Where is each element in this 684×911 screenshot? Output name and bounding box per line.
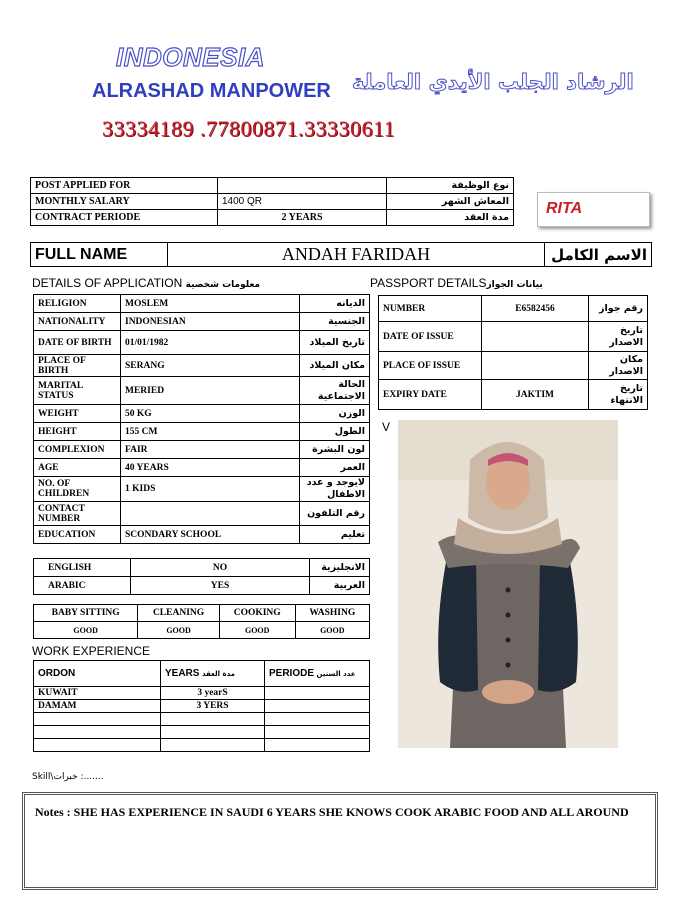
- skill-line: Skill\خبرات :.......: [32, 772, 104, 782]
- passport-label-ar: رقم جواز: [589, 296, 648, 322]
- details-label-ar: الديانه: [300, 295, 370, 313]
- details-label-ar: مكان الميلاد: [300, 355, 370, 377]
- details-row: [34, 331, 370, 355]
- details-row: [34, 423, 370, 441]
- language-label-ar: العربية: [310, 577, 370, 595]
- details-row: [34, 405, 370, 423]
- post-label: POST APPLIED FOR: [31, 178, 218, 194]
- details-label: NATIONALITY: [34, 313, 121, 331]
- details-row: [34, 295, 370, 313]
- work-years: [161, 713, 265, 726]
- work-col-place: ORDON: [34, 661, 161, 687]
- details-label: NO. OF CHILDREN: [34, 477, 121, 502]
- passport-row: [379, 352, 648, 380]
- skill-label: WASHING: [295, 605, 369, 622]
- language-row: [34, 559, 370, 577]
- skills-table: [33, 604, 370, 639]
- details-label-ar: الوزن: [300, 405, 370, 423]
- contract-label-ar: مدة العقد: [387, 210, 514, 226]
- skill-label: BABY SITTING: [34, 605, 138, 622]
- skill-label: CLEANING: [138, 605, 220, 622]
- work-place: [34, 739, 161, 752]
- details-value: 155 CM: [121, 423, 300, 441]
- work-place: DAMAM: [34, 700, 161, 713]
- details-label: HEIGHT: [34, 423, 121, 441]
- v-mark: V: [382, 420, 391, 434]
- details-value: 50 KG: [121, 405, 300, 423]
- notes-box: [22, 792, 658, 890]
- notes-text: Notes : SHE HAS EXPERIENCE IN SAUDI 6 YEARS SHE KNOWS COOK ARABIC FOOD AND ALL AROUND: [35, 805, 629, 819]
- details-label: MARITAL STATUS: [34, 377, 121, 405]
- work-title: WORK EXPERIENCE: [32, 644, 151, 658]
- work-period: [265, 739, 370, 752]
- passport-row: [379, 296, 648, 322]
- work-place: [34, 726, 161, 739]
- full-name-label-ar: الاسم الكامل: [545, 243, 652, 267]
- post-value: [218, 178, 387, 194]
- work-col-period: [265, 661, 370, 687]
- skill-value: GOOD: [34, 622, 138, 639]
- details-label-ar: الطول: [300, 423, 370, 441]
- skill-value: GOOD: [295, 622, 369, 639]
- details-value: 40 YEARS: [121, 459, 300, 477]
- work-table: [33, 660, 370, 752]
- details-label-ar: لون البشرة: [300, 441, 370, 459]
- work-place: [34, 713, 161, 726]
- work-col-years-label: YEARS: [165, 668, 200, 679]
- language-value: YES: [131, 577, 310, 595]
- work-col-years: [161, 661, 265, 687]
- details-label: PLACE OF BIRTH: [34, 355, 121, 377]
- details-label: EDUCATION: [34, 526, 121, 544]
- work-row: [34, 726, 370, 739]
- passport-label-ar: تاريخ الانتهاء: [589, 380, 648, 410]
- salary-value: 1400 QR: [218, 194, 387, 210]
- company-name-arabic: الرشاد الجلب الأيدي العاملة: [352, 70, 634, 94]
- passport-label: PLACE OF ISSUE: [379, 352, 482, 380]
- work-row: [34, 687, 370, 700]
- passport-title: [370, 276, 543, 290]
- details-value: 01/01/1982: [121, 331, 300, 355]
- details-row: [34, 313, 370, 331]
- details-label: RELIGION: [34, 295, 121, 313]
- skill-value: GOOD: [138, 622, 220, 639]
- work-period: [265, 700, 370, 713]
- passport-row: [379, 322, 648, 352]
- details-value: 1 KIDS: [121, 477, 300, 502]
- details-value: INDONESIAN: [121, 313, 300, 331]
- details-value: MOSLEM: [121, 295, 300, 313]
- passport-label-ar: مكان الاصدار: [589, 352, 648, 380]
- work-row: [34, 700, 370, 713]
- language-label: ENGLISH: [34, 559, 131, 577]
- passport-table: [378, 295, 648, 410]
- work-period: [265, 726, 370, 739]
- passport-label: DATE OF ISSUE: [379, 322, 482, 352]
- applicant-photo-illustration: [398, 420, 618, 748]
- passport-label: EXPIRY DATE: [379, 380, 482, 410]
- job-table: [30, 177, 514, 226]
- details-label-ar: لايوجد و عدد الاطفال: [300, 477, 370, 502]
- details-row: [34, 377, 370, 405]
- language-label: ARABIC: [34, 577, 131, 595]
- work-period: [265, 713, 370, 726]
- full-name-value: ANDAH FARIDAH: [168, 243, 545, 267]
- full-name-label: FULL NAME: [31, 243, 168, 267]
- work-period: [265, 687, 370, 700]
- details-label-ar: رقم التلفون: [300, 502, 370, 526]
- language-row: [34, 577, 370, 595]
- company-name: ALRASHAD MANPOWER: [92, 80, 331, 102]
- contract-label: CONTRACT PERIODE: [31, 210, 218, 226]
- details-row: [34, 355, 370, 377]
- work-years: 3 YERS: [161, 700, 265, 713]
- passport-label: NUMBER: [379, 296, 482, 322]
- details-value: SCONDARY SCHOOL: [121, 526, 300, 544]
- work-years: [161, 726, 265, 739]
- details-label: CONTACT NUMBER: [34, 502, 121, 526]
- details-label-ar: العمر: [300, 459, 370, 477]
- country-title: INDONESIA: [116, 42, 265, 72]
- applicant-photo: [398, 420, 618, 748]
- work-row: [34, 739, 370, 752]
- skill-label: COOKING: [219, 605, 295, 622]
- contract-value: 2 YEARS: [218, 210, 387, 226]
- language-value: NO: [131, 559, 310, 577]
- short-name-box: [537, 192, 650, 227]
- details-title: [32, 276, 260, 290]
- details-value: MERIED: [121, 377, 300, 405]
- details-table: [33, 294, 370, 544]
- details-row: [34, 502, 370, 526]
- work-years: 3 yearS: [161, 687, 265, 700]
- details-label-ar: الجنسية: [300, 313, 370, 331]
- language-label-ar: الانجليزية: [310, 559, 370, 577]
- details-label: AGE: [34, 459, 121, 477]
- details-row: [34, 526, 370, 544]
- work-row: [34, 713, 370, 726]
- details-label: DATE OF BIRTH: [34, 331, 121, 355]
- details-label-ar: تعليم: [300, 526, 370, 544]
- details-label: WEIGHT: [34, 405, 121, 423]
- passport-value: [482, 322, 589, 352]
- phone-numbers: 33334189 .77800871.33330611: [102, 116, 396, 141]
- passport-value: JAKTIM: [482, 380, 589, 410]
- short-name: RITA: [546, 200, 583, 217]
- passport-label-ar: تاريخ الاصدار: [589, 322, 648, 352]
- details-row: [34, 459, 370, 477]
- details-value: FAIR: [121, 441, 300, 459]
- salary-label: MONTHLY SALARY: [31, 194, 218, 210]
- passport-value: E6582456: [482, 296, 589, 322]
- languages-table: [33, 558, 370, 595]
- details-label-ar: الحالة الاجتماعية: [300, 377, 370, 405]
- work-col-years-ar: مدة العقد: [201, 670, 235, 678]
- work-col-period-label: PERIODE: [269, 668, 315, 679]
- skill-value: GOOD: [219, 622, 295, 639]
- post-label-ar: نوع الوظيفة: [387, 178, 514, 194]
- passport-title-ar: بيانات الجواز: [486, 280, 543, 290]
- details-label-ar: تاريخ الميلاد: [300, 331, 370, 355]
- details-row: [34, 477, 370, 502]
- details-value: SERANG: [121, 355, 300, 377]
- passport-value: [482, 352, 589, 380]
- work-place: KUWAIT: [34, 687, 161, 700]
- details-label: COMPLEXION: [34, 441, 121, 459]
- full-name-table: [30, 242, 652, 267]
- details-title-ar: معلومات شخصية: [185, 280, 261, 290]
- work-col-period-ar: عدد السنين: [316, 670, 356, 678]
- passport-row: [379, 380, 648, 410]
- details-title-text: DETAILS OF APPLICATION: [32, 276, 183, 290]
- salary-label-ar: المعاش الشهر: [387, 194, 514, 210]
- details-value: [121, 502, 300, 526]
- passport-title-text: PASSPORT DETAILS: [370, 276, 487, 290]
- details-row: [34, 441, 370, 459]
- work-years: [161, 739, 265, 752]
